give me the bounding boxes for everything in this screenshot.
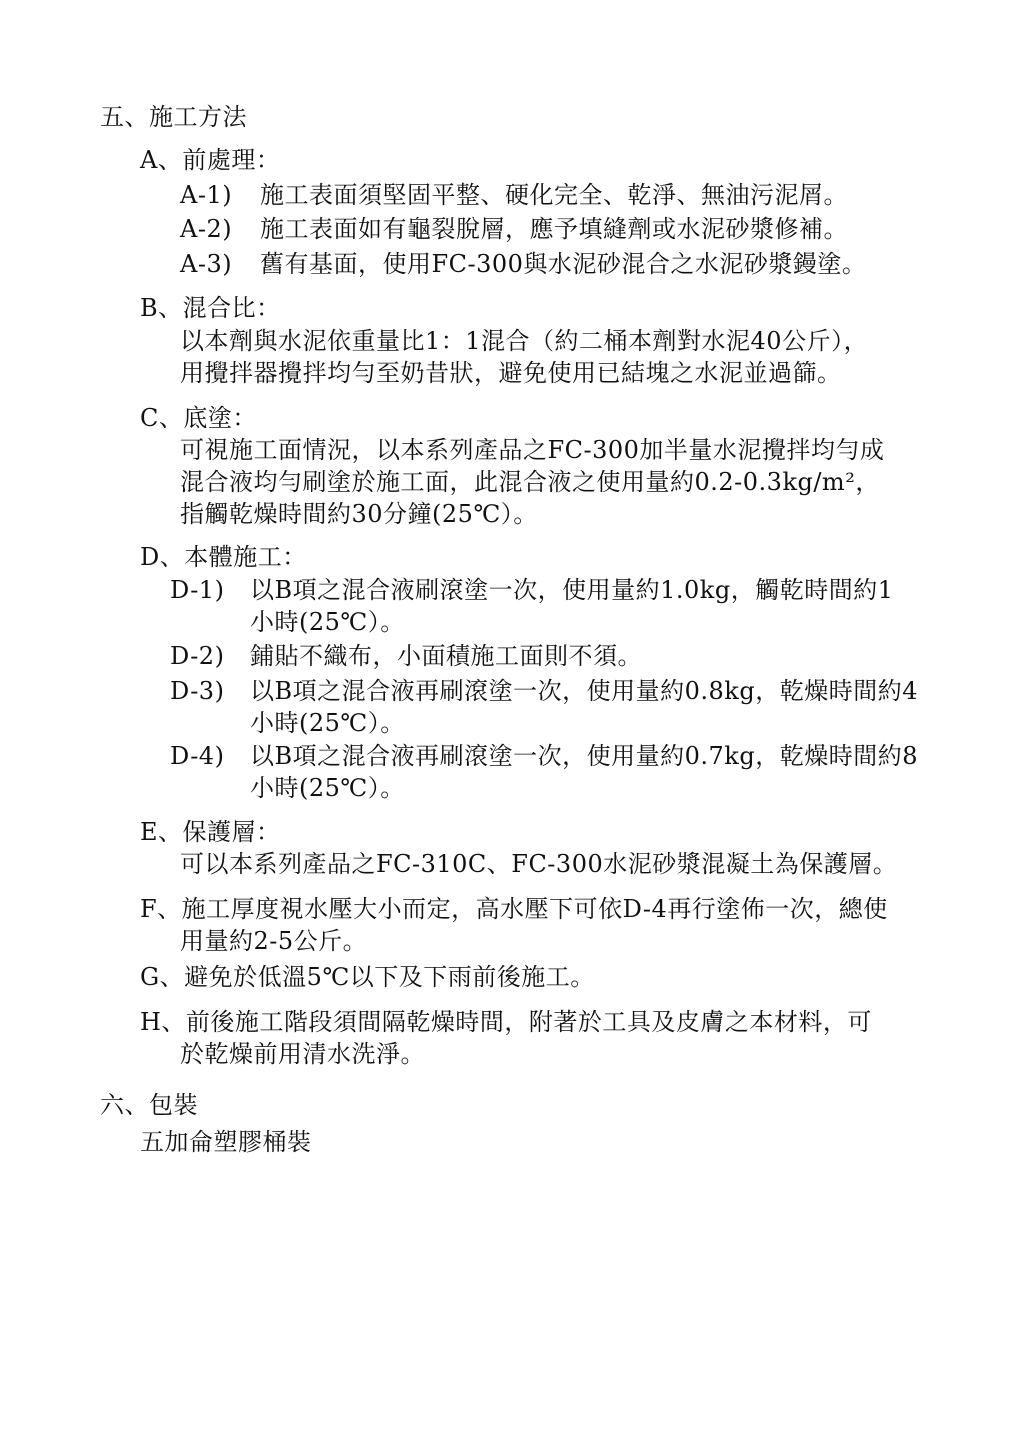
section-e-heading: E、保護層：: [140, 818, 281, 846]
c-line-2: 混合液均勻刷塗於施工面，此混合液之使用量約0.2-0.3kg/m²，: [180, 468, 880, 496]
section-f-line-1: F、施工厚度視水壓大小而定，高水壓下可依D-4再行塗佈一次，總使: [140, 895, 888, 923]
a-1-text: 施工表面須堅固平整、硬化完全、乾淨、無油污泥屑。: [260, 181, 848, 209]
d-1-label: D-1): [170, 576, 225, 604]
a-3-label: A-3): [180, 250, 233, 278]
a-3-text: 舊有基面，使用FC-300與水泥砂混合之水泥砂漿鏝塗。: [260, 250, 867, 278]
section-h-line-2: 於乾燥前用清水洗淨。: [180, 1040, 425, 1068]
section-d-heading: D、本體施工：: [140, 543, 307, 571]
section-b-heading: B、混合比：: [140, 294, 281, 322]
b-line-1: 以本劑與水泥依重量比1：1混合（約二桶本劑對水泥40公斤），: [180, 327, 869, 355]
section-a-heading: A、前處理：: [140, 146, 281, 174]
a-2-label: A-2): [180, 215, 233, 243]
a-2-item: [180, 214, 848, 244]
e-line-1: 可以本系列產品之FC-310C、FC-300水泥砂漿混凝土為保護層。: [180, 850, 898, 878]
section-f-line-2: 用量約2-5公斤。: [180, 927, 368, 955]
d-4-line-1: 以B項之混合液再刷滾塗一次，使用量約0.7kg，乾燥時間約8: [250, 742, 918, 770]
d-2-label: D-2): [170, 642, 225, 670]
a-3-item: [180, 249, 866, 279]
b-line-2: 用攪拌器攪拌均勻至奶昔狀，避免使用已結塊之水泥並過篩。: [180, 359, 842, 387]
section-g-line-1: G、避免於低溫5℃以下及下雨前後施工。: [140, 963, 595, 991]
d-3-line-2: 小時(25℃）。: [250, 709, 405, 737]
section-h-line-1: H、前後施工階段須間隔乾燥時間，附著於工具及皮膚之本材料，可: [140, 1008, 872, 1036]
a-1-label: A-1): [180, 181, 233, 209]
d-3-line-1: 以B項之混合液再刷滾塗一次，使用量約0.8kg，乾燥時間約4: [250, 677, 918, 705]
d-1-line-1: 以B項之混合液刷滾塗一次，使用量約1.0kg，觸乾時間約1: [250, 576, 894, 604]
d-2-line-1: 鋪貼不織布，小面積施工面則不須。: [250, 642, 642, 670]
a-2-text: 施工表面如有龜裂脫層，應予填縫劑或水泥砂漿修補。: [260, 215, 848, 243]
a-1-item: [180, 180, 848, 210]
section-5-title: 五、施工方法: [100, 103, 247, 131]
c-line-1: 可視施工面情況，以本系列產品之FC-300加半量水泥攪拌均勻成: [180, 436, 885, 464]
c-line-3: 指觸乾燥時間約30分鐘(25℃）。: [180, 500, 538, 528]
d-1-line-2: 小時(25℃）。: [250, 608, 405, 636]
d-4-line-2: 小時(25℃）。: [250, 774, 405, 802]
d-4-label: D-4): [170, 742, 225, 770]
section-6-title: 六、包裝: [100, 1091, 198, 1119]
d-3-label: D-3): [170, 677, 225, 705]
section-c-heading: C、底塗：: [140, 404, 257, 432]
section-6-text: 五加侖塑膠桶裝: [140, 1128, 312, 1156]
